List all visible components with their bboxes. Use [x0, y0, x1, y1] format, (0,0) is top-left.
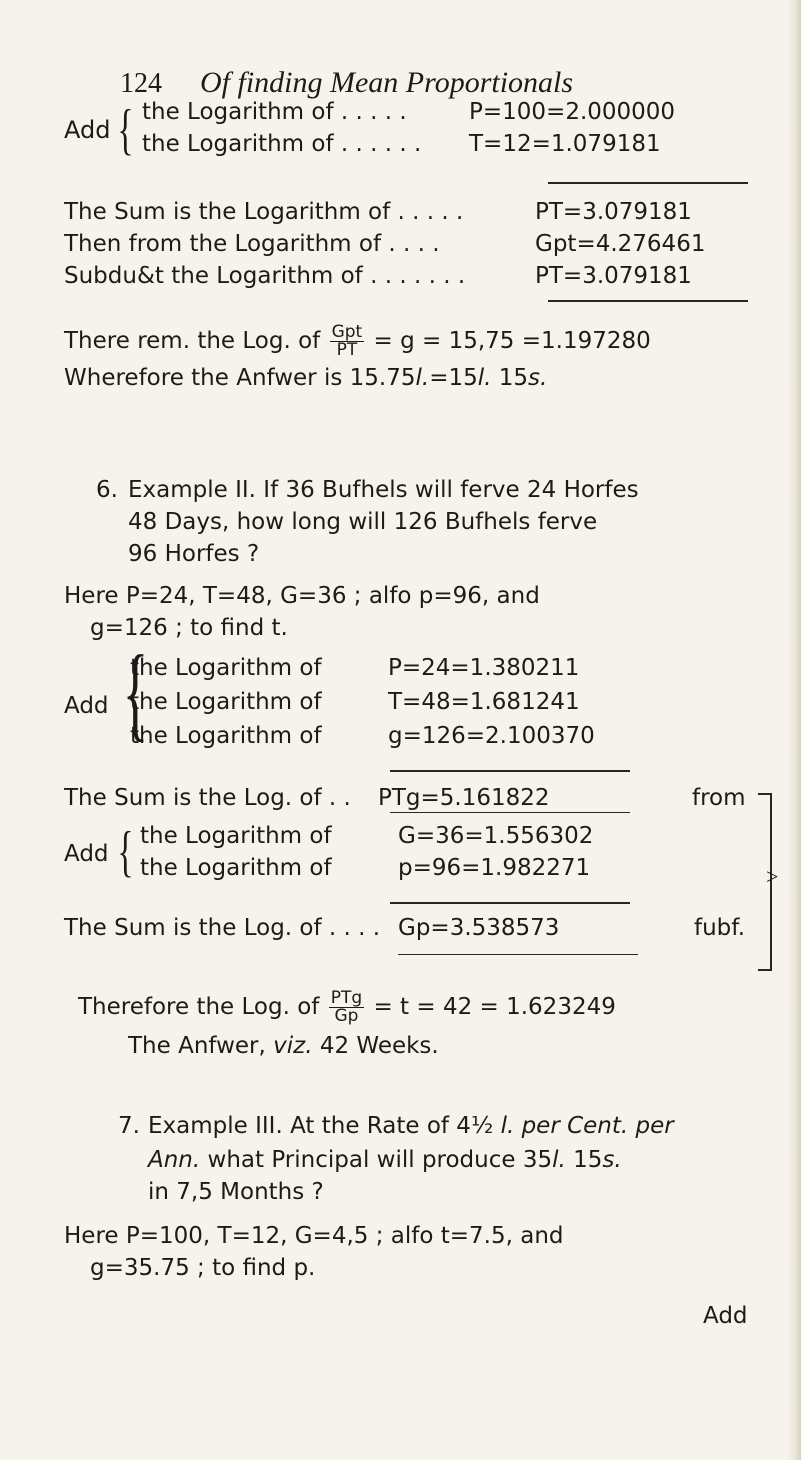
log-line-3: the Logarithm of: [130, 655, 322, 681]
brace-1: {: [117, 99, 134, 161]
from-label: from: [692, 785, 746, 811]
log-line-1: the Logarithm of . . . . .: [142, 99, 407, 125]
log-value-5: g=126=2.100370: [388, 723, 595, 749]
remainder-line: There rem. the Log. of $\frac{\text{Gpt}}{PT}$ = g = 15,75 =1.197280: [64, 322, 651, 360]
log-value-4: T=48=1.681241: [388, 689, 580, 715]
subf-label: fubf.: [694, 915, 746, 941]
page-edge-shadow: [787, 0, 801, 1460]
sum-value-2: PTg=5.161822: [378, 785, 550, 811]
rule-5: [390, 902, 630, 904]
rule-6: [398, 954, 638, 955]
sum-line-2: The Sum is the Log. of . .: [64, 785, 351, 811]
example-2-line-2: 48 Days, how long will 126 Bufhels ferve: [128, 509, 598, 535]
rule-4: [390, 812, 630, 813]
brace-3: {: [117, 821, 134, 883]
example-2-line-1: Example II. If 36 Bufhels will ferve 24 Horfes: [128, 477, 639, 503]
given-line-2: g=126 ; to find t.: [90, 615, 288, 641]
running-title: Of finding Mean Proportionals: [200, 66, 574, 99]
subduct-value: PT=3.079181: [535, 263, 692, 289]
add-label-2: Add: [64, 693, 109, 719]
catchword: Add: [703, 1303, 748, 1329]
log-line-7: the Logarithm of: [140, 855, 332, 881]
example-3-line-2: Ann. what Principal will produce 35l. 15s.: [148, 1147, 622, 1173]
given-line-1: Here P=24, T=48, G=36 ; alfo p=96, and: [64, 583, 540, 609]
log-value-7: p=96=1.982271: [398, 855, 591, 881]
therefore-line: Therefore the Log. of $\frac{\text{PTg}}{Gp}$ = t = 42 = 1.623249: [78, 988, 616, 1026]
answer-line-1: Wherefore the Anfwer is 15.75l.=15l. 15s.: [64, 365, 548, 391]
then-line: Then from the Logarithm of . . . .: [64, 231, 440, 257]
log-line-6: the Logarithm of: [140, 823, 332, 849]
given-line-3: Here P=100, T=12, G=4,5 ; alfo t=7.5, and: [64, 1223, 564, 1249]
page-number: 124: [120, 68, 162, 99]
log-line-5: the Logarithm of: [130, 723, 322, 749]
sum-line: The Sum is the Logarithm of . . . . .: [64, 199, 464, 225]
log-value-2: T=12=1.079181: [469, 131, 661, 157]
answer-line-2: The Anfwer, viz. 42 Weeks.: [128, 1033, 439, 1059]
add-label-1: Add: [64, 116, 111, 144]
given-line-4: g=35.75 ; to find p.: [90, 1255, 316, 1281]
example-2-number: 6.: [96, 477, 118, 503]
then-value: Gpt=4.276461: [535, 231, 706, 257]
log-line-2: the Logarithm of . . . . . .: [142, 131, 422, 157]
example-3-number: 7.: [118, 1113, 140, 1139]
add-label-3: Add: [64, 841, 109, 867]
bracket-point: >: [766, 864, 779, 889]
log-value-3: P=24=1.380211: [388, 655, 580, 681]
rule-1: [548, 182, 748, 184]
brace-2: {: [122, 634, 149, 751]
fraction-ptg-gp: $\frac{\text{PTg}}{Gp}$: [330, 988, 363, 1026]
log-value-1: P=100=2.000000: [469, 99, 676, 125]
example-2-line-3: 96 Horfes ?: [128, 541, 260, 567]
example-3-line-1: Example III. At the Rate of 4½ l. per Cent. per: [148, 1113, 674, 1139]
sum-line-3: The Sum is the Log. of . . . .: [64, 915, 381, 941]
log-value-6: G=36=1.556302: [398, 823, 594, 849]
sum-value: PT=3.079181: [535, 199, 692, 225]
subduct-line: Subdu&t the Logarithm of . . . . . . .: [64, 263, 466, 289]
rule-3: [390, 770, 630, 772]
log-line-4: the Logarithm of: [130, 689, 322, 715]
fraction-gpt-pt: $\frac{\text{Gpt}}{PT}$: [331, 322, 363, 360]
sum-value-3: Gp=3.538573: [398, 915, 560, 941]
rule-2: [548, 300, 748, 302]
example-3-line-3: in 7,5 Months ?: [148, 1179, 324, 1205]
